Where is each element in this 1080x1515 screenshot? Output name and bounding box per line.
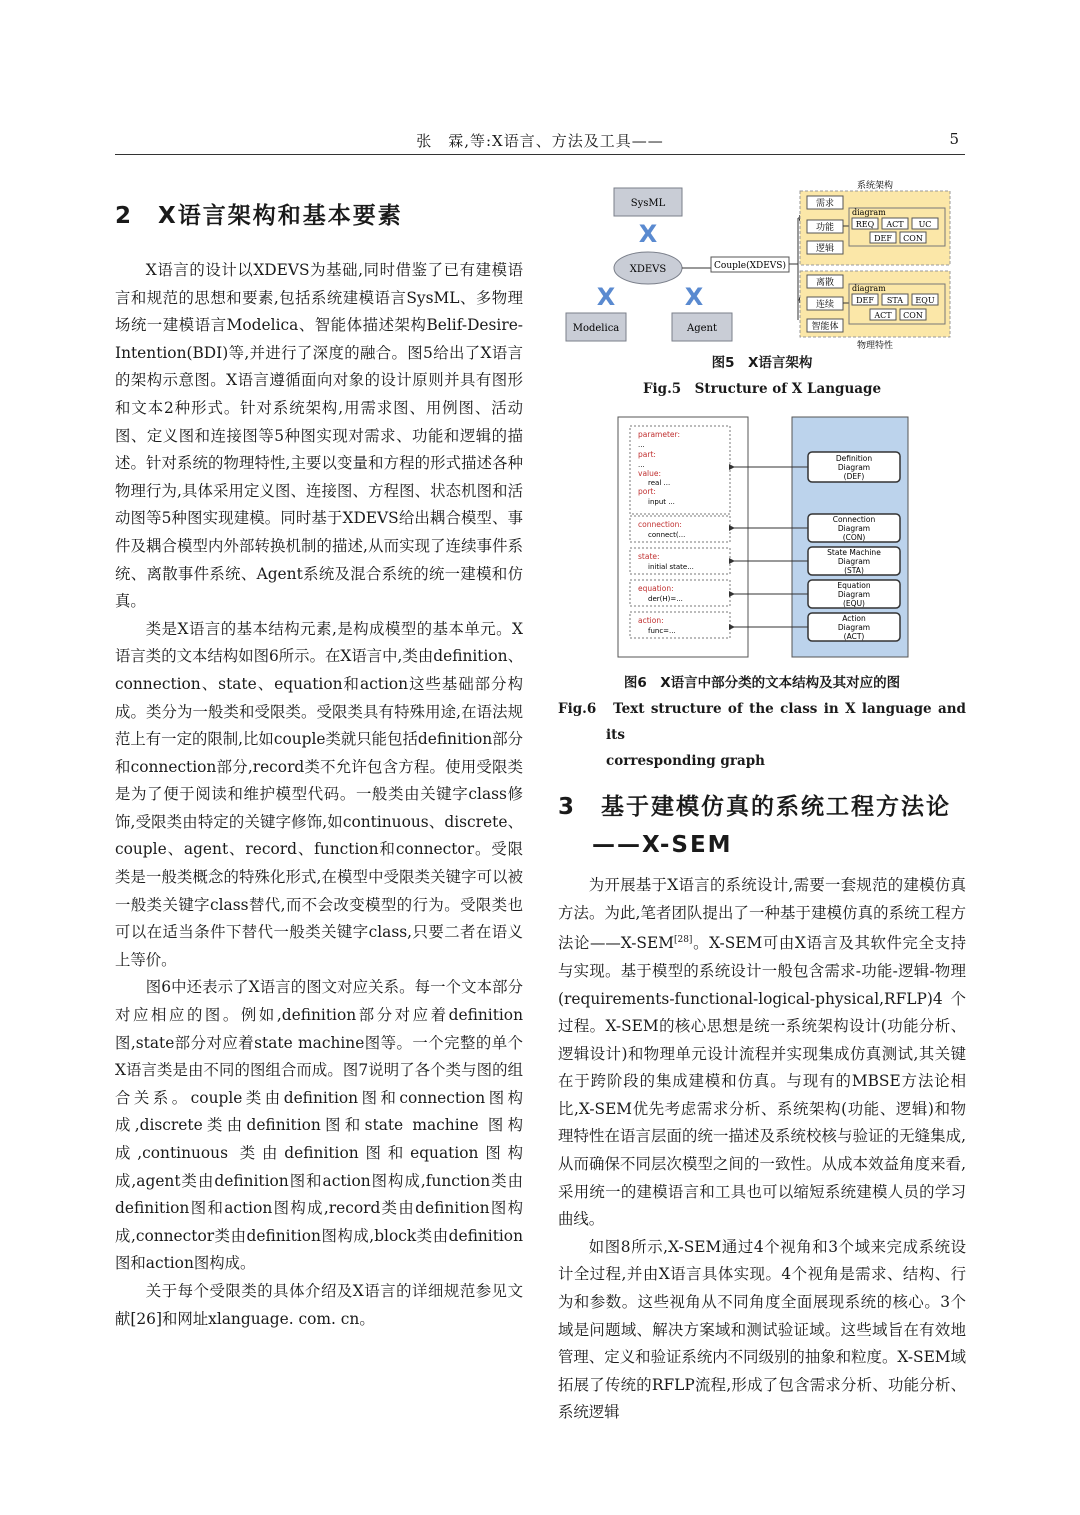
diagram-line: Action [842, 614, 866, 623]
arch-item: 逻辑 [815, 244, 835, 254]
paragraph-text: 为开展基于X语言的系统设计,需要一套规范的建模仿真方法。为此,笔者团队提出了一种基于建模仿真的系统工程方法论——X-SEM [558, 876, 966, 953]
x-mark: X [638, 220, 658, 248]
paragraph: 关于每个受限类的具体介绍及X语言的详细规范参见文献[26]和网址xlanguage. com. cn。 [115, 1281, 523, 1328]
figure-6-caption-cn: 图6 X语言中部分类的文本结构及其对应的图 [623, 675, 901, 691]
arch-diagram-item: DEF [874, 234, 892, 243]
phys-item: 智能体 [811, 322, 839, 332]
block-line: ... [638, 441, 645, 449]
block-key: equation: [638, 584, 674, 593]
diagram-line: Equation [837, 581, 871, 590]
figure-5-caption-cn: 图5 X语言架构 [711, 355, 813, 371]
xdevs-label: XDEVS [629, 264, 667, 275]
arch-diagram-item: REQ [855, 220, 875, 229]
sysml-label: SysML [630, 198, 666, 209]
paragraph: 类是X语言的基本结构元素,是构成模型的基本单元。X语言类的文本结构如图6所示。在X语言中,类由definition、connection、state、equation和action这些基础部分构成。类分为一般类和受限类。受限类具有特殊用途,在语法规范上有一定的限制,比如couple类就只能包括definition部分和connection部分,record类不允许包含方程。使用受限类是为了便于阅读和维护模型代码。一般类由关键字class修饰,受限类由特定的关键字修饰,如continuous、discrete、couple、agent、record、function和connector。受限类是一般类概念的特殊化形式,在模型中受限类关键字可以被一般类关键字class替代,而不会改变模型的行为。受限类也可以在适当条件下替代一般类关键字class,只要二者在语义上等价。 [115, 619, 523, 969]
x-mark: X [596, 283, 616, 311]
right-column [558, 160, 966, 1427]
phys-diagram-label: diagram [852, 284, 886, 293]
block-key: action: [638, 616, 664, 625]
page-header [115, 126, 965, 155]
block-key: parameter: [638, 430, 680, 439]
citation: [28] [673, 935, 693, 946]
page-number: 5 [949, 130, 959, 148]
phys-diagram-item: DEF [856, 296, 874, 305]
diagram-line: (DEF) [843, 472, 865, 481]
diagram-line: (CON) [842, 533, 866, 542]
diagram-line: Diagram [837, 590, 871, 599]
figure-6-caption-en-line1: Fig.6 Text structure of the class in X language and its [558, 701, 966, 743]
diagram-line: Diagram [837, 557, 871, 566]
section-3-title [558, 788, 966, 864]
section-2-title: 2 X语言架构和基本要素 [115, 203, 403, 229]
paragraph: 如图8所示,X-SEM通过4个视角和3个域来完成系统设计全过程,并由X语言具体实现。4个视角是需求、结构、行为和参数。这些视角从不同角度全面展现系统的核心。3个域是问题域、解决方案域和测试验证域。这些域旨在有效地管理、定义和验证系统内不同级别的抽象和粒度。X-SEM域拓展了传统的RFLP流程,形成了包含需求分析、功能分析、系统逻辑 [558, 1237, 966, 1422]
block-key: state: [638, 552, 660, 561]
section-3-title-main: 3 基于建模仿真的系统工程方法论 [558, 794, 952, 820]
phys-title: 物理特性 [856, 341, 894, 350]
block-line: func=... [648, 627, 676, 635]
diagram-line: Connection [832, 515, 876, 524]
figure-5 [558, 160, 966, 350]
arch-item: 功能 [815, 223, 835, 233]
running-title: 张 霖,等:X语言、方法及工具—— [416, 132, 664, 150]
figure-6 [558, 412, 966, 664]
agent-label: Agent [687, 323, 717, 334]
phys-diagram-item: STA [886, 296, 904, 305]
block-key: value: [638, 469, 662, 478]
block-key: part: [638, 450, 656, 459]
diagram-line: Definition [835, 454, 873, 463]
paragraph-text: 。X-SEM可由X语言及其软件完全支持与实现。基于模型的系统设计一般包含需求-功能-逻辑-物理(requirements-functional-logical-physical,RFLP)4个过程。X-SEM的核心思想是统一系统架构设计(功能分析、逻辑设计)和物理单元设计流程并实现集成仿真测试,其关键在于跨阶段的集成建模和仿真。与现有的MBSE方法论相比,X-SEM优先考虑需求分析、系统架构(功能、逻辑)和物理特性在语言层面的统一描述及系统校核与验证的无缝集成,从而确保不同层次模型之间的一致性。从成本效益角度来看,采用统一的建模语言和工具也可以缩短系统建模人员的学习曲线。 [558, 934, 966, 1229]
phys-diagram-item: EQU [915, 296, 935, 305]
figure-5-caption-en: Fig.5 Structure of X Language [642, 381, 882, 397]
figure-6-diagram [558, 412, 966, 664]
phys-item: 连续 [815, 300, 835, 310]
phys-diagram-item: CON [903, 311, 923, 320]
arch-diagram-item: CON [903, 234, 923, 243]
diagram-line: (STA) [844, 566, 864, 575]
paragraph [558, 872, 966, 1234]
arch-diagram-item: ACT [886, 220, 904, 229]
figure-5-diagram [558, 160, 966, 350]
block-line: ... [638, 461, 645, 469]
paragraph: 图6中还表示了X语言的图文对应关系。每一个文本部分对应相应的图。例如,definition部分对应着definition图,state部分对应着state machine图等。一个完整的单个X语言类是由不同的图组合而成。图7说明了各个类与图的组合关系。couple类由definition图和connection图构成,discrete类由definition图和state machine 图构成,continuous 类由definition图和equation图构成,agent类由definition图和action图构成,function类由definition图和action图构成,record类由definition图构成,connector类由definition图构成,block类由definition图和action图构成。 [115, 978, 523, 1273]
block-key: connection: [638, 520, 682, 529]
block-line: der(H)=... [648, 595, 683, 603]
diagram-line: Diagram [837, 463, 871, 472]
diagram-line: (ACT) [843, 632, 865, 641]
diagram-line: (EQU) [843, 599, 865, 608]
arch-diagram-item: UC [918, 220, 932, 229]
figure-6-caption-en [558, 696, 966, 774]
phys-item: 离散 [815, 278, 835, 288]
phys-diagram-item: ACT [874, 311, 892, 320]
paragraph: X语言的设计以XDEVS为基础,同时借鉴了已有建模语言和规范的思想和要素,包括系统建模语言SysML、多物理场统一建模语言Modelica、智能体描述架构Belif-Desire-Intention(BDI)等,并进行了深度的融合。图5给出了X语言的架构示意图。X语言遵循面向对象的设计原则并具有图形和文本2种形式。针对系统架构,用需求图、用例图、活动图、定义图和连接图等5种图实现对需求、功能和逻辑的描述。针对系统的物理特性,主要以变量和方程的形式描述各种物理行为,具体采用定义图、连接图、方程图、状态机图和活动图等5种图实现建模。同时基于XDEVS给出耦合模型、事件及耦合模型内外部转换机制的描述,从而实现了连续事件系统、离散事件系统、Agent系统及混合系统的统一建模和仿真。 [115, 261, 523, 611]
x-mark: X [684, 283, 704, 311]
block-line: input ... [648, 498, 675, 506]
block-line: connect(... [648, 531, 686, 539]
block-line: real ... [648, 479, 671, 487]
section-3-title-sub: ——X-SEM [592, 832, 733, 858]
block-key: port: [638, 487, 656, 496]
arch-item: 需求 [815, 199, 835, 209]
diagram-line: Diagram [837, 623, 871, 632]
block-line: initial state... [648, 563, 694, 571]
figure-6-caption-en-line2: corresponding graph [606, 753, 765, 769]
arch-diagram-label: diagram [852, 208, 886, 217]
diagram-line: Diagram [837, 524, 871, 533]
diagram-line: State Machine [827, 548, 881, 557]
couple-label: Couple(XDEVS) [714, 261, 786, 271]
left-column [115, 195, 523, 1333]
arch-title: 系统架构 [856, 181, 894, 191]
modelica-label: Modelica [572, 323, 620, 334]
